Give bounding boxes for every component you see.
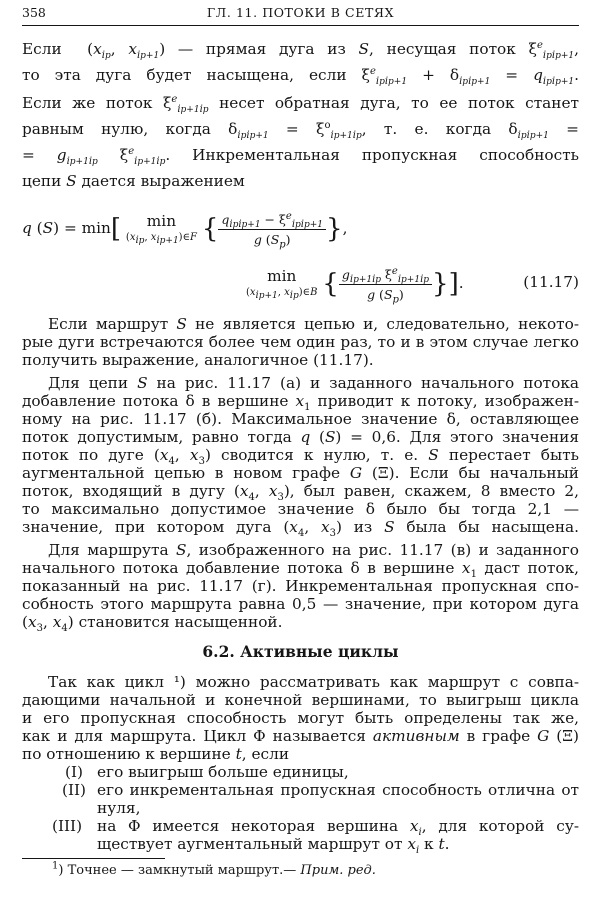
formula-line-1: q (S) = min[ min ($x_{ip}$, $x_{ip+1})\in F$ { $\frac{q_{ipip+1} - \xi^e_{ipip+1}}{g (S_p)}$ }, [22, 210, 348, 250]
para5-line-1: Так как цикл ¹) можно рассматривать как маршрут с совпа- [48, 673, 579, 691]
para5-line-5: по отношению к вершине t, если [22, 745, 290, 763]
condition-2-text-2: нуля, [97, 799, 141, 817]
para3-line-1: Для цепи S на рис. 11.17 (а) и заданного начального потока [48, 374, 580, 392]
para3-line-7: поток, входящий в дугу ($x_4$, $x_3$), был равен, скажем, 8 вместо 2, [22, 482, 579, 504]
condition-2-text-1: его инкрементальная пропускная способность отлична от [97, 781, 579, 799]
para4-line-2: начального потока добавление потока δ в вершине $x_1$ даст поток, [22, 559, 579, 581]
equation-number: (11.17) [523, 273, 579, 291]
para3-line-6: аугментальной цепью в новом графе G (Ξ). Если бы начальный [22, 464, 579, 482]
running-title: ГЛ. 11. ПОТОКИ В СЕТЯХ [206, 5, 395, 20]
para3-line-4: поток допустимым, равно тогда q (S) = 0,6. Для этого значения [22, 428, 580, 446]
para1-line-6: цепи S дается выражением [22, 172, 245, 190]
para2-line-3: получить выражение, аналогичное (11.17). [22, 351, 374, 369]
condition-3-text-2: ществует аугментальный маршрут от $x_i$ к t. [97, 835, 450, 857]
condition-2-label: (II) [62, 781, 87, 799]
para1-line-3: Если же поток $\xi^e_{ip+1ip}$ несет обратная дуга, то ее поток станет [22, 93, 580, 116]
condition-3-label: (III) [52, 817, 83, 835]
header-rule [22, 25, 579, 26]
formula-line-2: min ($x_{ip+1}$, $x_{ip})\in B$ { $\frac{g_{ip+1ip} \xi^e_{ip+1ip}}{g (S_p)}$ }]. [246, 265, 464, 305]
para2-line-1: Если маршрут S не является цепью и, следовательно, некото- [48, 315, 579, 333]
para5-line-2: дающими начальной и конечной вершинами, то выигрыш цикла [22, 691, 579, 709]
para5-line-3: и его пропускная способность могут быть определены так же, [22, 709, 579, 727]
para1-line-2: то эта дуга будет насыщена, если $\xi^e_{ipip+1} + \delta_{ipip+1} = q_{ipip+1}$. [22, 65, 579, 88]
para4-line-4: собность этого маршрута равна 0,5 — значение, при котором дуга [22, 595, 579, 613]
condition-1-label: (I) [65, 763, 83, 781]
para1-line-4: равным нулю, когда $\delta_{ipip+1} = \xi^o_{ip+1ip}$, т. е. когда $\delta_{ipip+1}$ = [22, 119, 579, 142]
para4-line-1: Для маршрута S, изображенного на рис. 11.17 (в) и заданного [48, 541, 580, 559]
para3-line-9: значение, при котором дуга ($x_4$, $x_3$) из S была бы насыщена. [22, 518, 580, 540]
para3-line-3: ному на рис. 11.17 (б). Максимальное значение δ, оставляющее [22, 410, 579, 428]
para1-line-5: = $g_{ip+1ip}$ $\xi^e_{ip+1ip}$. Инкрементальная пропускная способность [22, 145, 579, 168]
condition-3-text-1: на Φ имеется некоторая вершина $x_i$, для которой су- [97, 817, 579, 839]
para3-line-2: добавление потока δ в вершине $x_1$ приводит к потоку, изображен- [22, 392, 579, 414]
para2-line-2: рые дуги встречаются более чем один раз, то и в этом случае легко [22, 333, 579, 351]
para4-line-5: ($x_3$, $x_4$) становится насыщенной. [22, 613, 283, 635]
running-header [22, 3, 579, 25]
para1-line-1: Если ($x_{ip}$, $x_{ip+1}$) — прямая дуга из S, несущая поток $\xi^e_{ipip+1}$, [22, 39, 579, 62]
para4-line-3: показанный на рис. 11.17 (г). Инкрементальная пропускная спо- [22, 577, 579, 595]
para3-line-8: то максимально допустимое значение δ было бы тогда 2,1 — [22, 500, 579, 518]
footnote-rule [22, 858, 165, 859]
section-heading: 6.2. Активные циклы [202, 642, 399, 661]
page-number: 358 [22, 5, 46, 20]
para3-line-5: поток по дуге ($x_4$, $x_3$) сводится к нулю, т. е. S перестает быть [22, 446, 579, 468]
condition-1-text: его выигрыш больше единицы, [97, 763, 349, 781]
footnote: $^1$) Точнее — замкнутый маршрут.— Прим. ред. [52, 860, 376, 878]
para5-line-4: как и для маршрута. Цикл Φ называется активным в графе G (Ξ) [22, 727, 580, 745]
